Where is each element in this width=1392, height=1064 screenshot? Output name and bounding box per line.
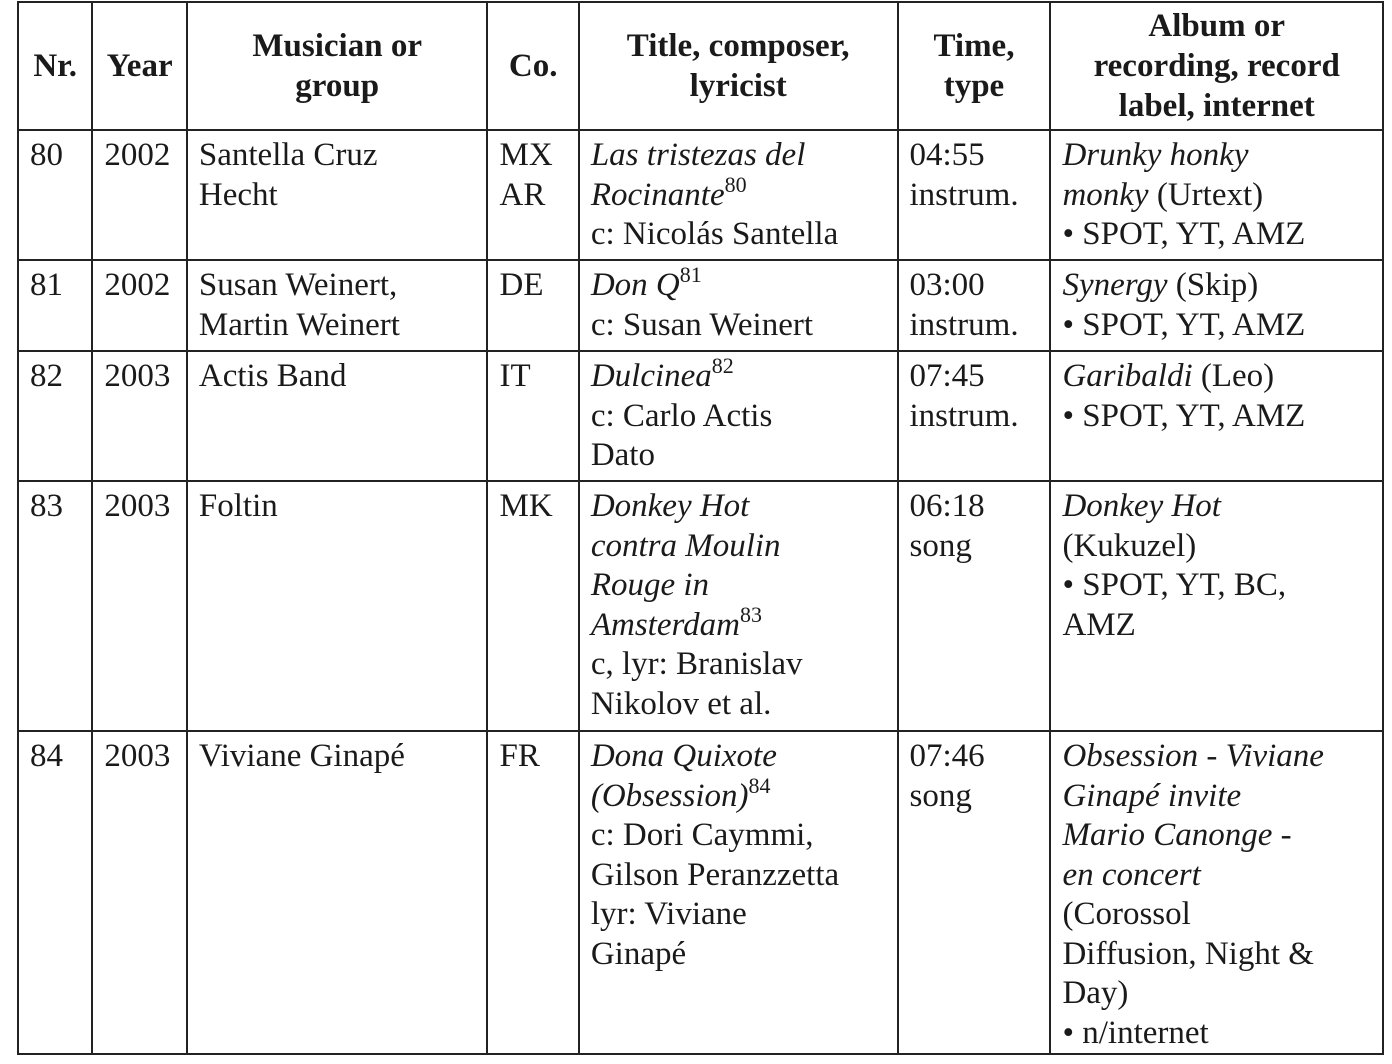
cell-nr: 81 [18, 260, 92, 351]
cell-nr: 83 [18, 481, 92, 731]
cell-musician: Viviane Ginapé [187, 731, 488, 1054]
table-row [18, 481, 1383, 731]
table-row [18, 260, 1383, 351]
header-row [18, 2, 1383, 130]
cell-album: Synergy (Skip) • SPOT, YT, AMZ [1050, 260, 1383, 351]
cell-album: Donkey Hot (Kukuzel) • SPOT, YT, BC, AMZ [1050, 481, 1383, 731]
cell-title: Don $Q^{81}$ c: Susan Weinert [579, 260, 898, 351]
cell-year: 2003 [92, 731, 187, 1054]
header-year: Year [92, 2, 187, 130]
cell-musician: Actis Band [187, 351, 488, 481]
cell-musician: Foltin [187, 481, 488, 731]
cell-time: 06:18 song [898, 481, 1051, 731]
recordings-table [17, 1, 1384, 1055]
table-row [18, 130, 1383, 260]
cell-title: Dulcinea$^{82}$ c: Carlo Actis Dato [579, 351, 898, 481]
footnote-marker: 83 [739, 601, 762, 627]
cell-country: MX AR [487, 130, 578, 260]
footnote-marker: 81 [679, 262, 702, 287]
cell-time: 07:46 song [898, 731, 1051, 1054]
cell-album: Drunky honky monky (Urtext) • SPOT, YT, AMZ [1050, 130, 1383, 260]
table-row [18, 351, 1383, 481]
cell-title: Las tristezas del Rocinante$^{80}$ c: Nicolás Santella [579, 130, 898, 260]
cell-year: 2003 [92, 351, 187, 481]
cell-year: 2003 [92, 481, 187, 731]
header-title: Title, composer, lyricist [579, 2, 898, 130]
cell-time: 07:45 instrum. [898, 351, 1051, 481]
cell-musician: Susan Weinert, Martin Weinert [187, 260, 488, 351]
header-album: Album or recording, record label, internet [1050, 2, 1383, 130]
cell-year: 2002 [92, 260, 187, 351]
footnote-marker: 84 [748, 772, 771, 798]
cell-nr: 82 [18, 351, 92, 481]
header-nr: Nr. [18, 2, 92, 130]
cell-country: DE [487, 260, 578, 351]
cell-title: Dona Quixote (Obsession)$^{84}$ c: Dori Caymmi, Gilson Peranzzetta lyr: Viviane Ginapé [579, 731, 898, 1054]
cell-title: Donkey Hot contra Moulin Rouge in Amsterdam$^{83}$ c, lyr: Branislav Nikolov et al. [579, 481, 898, 731]
cell-musician: Santella Cruz Hecht [187, 130, 488, 260]
cell-nr: 80 [18, 130, 92, 260]
cell-time: 04:55 instrum. [898, 130, 1051, 260]
cell-album: Garibaldi (Leo) • SPOT, YT, AMZ [1050, 351, 1383, 481]
cell-country: FR [487, 731, 578, 1054]
header-country: Co. [487, 2, 578, 130]
cell-year: 2002 [92, 130, 187, 260]
cell-nr: 84 [18, 731, 92, 1054]
footnote-marker: 80 [724, 171, 747, 197]
cell-country: MK [487, 481, 578, 731]
cell-album: Obsession - Viviane Ginapé invite Mario Canonge - en concert (Corossol Diffusion, Night & Day) • n/internet [1050, 731, 1383, 1054]
header-musician: Musician or group [187, 2, 488, 130]
cell-time: 03:00 instrum. [898, 260, 1051, 351]
header-time: Time, type [898, 2, 1051, 130]
cell-country: IT [487, 351, 578, 481]
table-row [18, 731, 1383, 1054]
footnote-marker: 82 [711, 353, 734, 378]
